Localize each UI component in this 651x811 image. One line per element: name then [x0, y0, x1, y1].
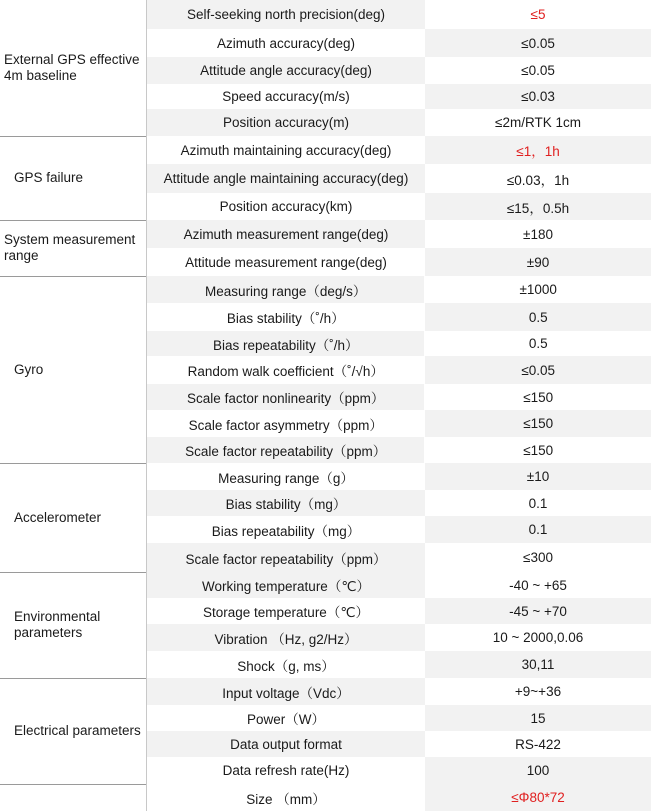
- table-row: [147, 624, 651, 651]
- table-row: [147, 651, 651, 678]
- table-row: [147, 384, 651, 410]
- param-value: RS-422: [425, 731, 651, 757]
- param-value: ≤0.05: [425, 29, 651, 57]
- param-name: Bias stability（˚/h）: [147, 303, 424, 331]
- param-value: +9~+36: [425, 678, 651, 705]
- table-row: [147, 248, 651, 276]
- param-name: Measuring range（deg/s）: [147, 276, 424, 303]
- param-name: Data output format: [147, 731, 425, 757]
- category-label: System measurement range: [4, 232, 136, 263]
- category-label: [0, 784, 146, 811]
- param-value: ±90: [425, 248, 651, 276]
- table-row: [147, 678, 651, 705]
- param-name: Scale factor repeatability（ppm）: [147, 437, 424, 463]
- param-name: Position accuracy(m): [147, 109, 425, 136]
- param-value: ≤15，0.5h: [425, 193, 651, 220]
- param-value: ±10: [425, 463, 651, 490]
- param-name: Working temperature（℃）: [147, 572, 425, 598]
- param-value: ≤0.03，1h: [425, 164, 651, 193]
- param-name: Power（W）: [147, 705, 425, 731]
- param-name: Azimuth maintaining accuracy(deg): [147, 136, 425, 164]
- param-value: ≤150: [424, 384, 651, 410]
- category-label: Accelerometer: [14, 509, 102, 525]
- table-row: [147, 463, 651, 490]
- param-value: 30,11: [425, 651, 651, 678]
- param-value: ≤5: [425, 0, 651, 29]
- param-value: ≤300: [425, 543, 651, 572]
- table-row: [147, 136, 651, 164]
- table-row: [147, 109, 651, 136]
- param-name: Speed accuracy(m/s): [147, 84, 425, 109]
- param-value: ≤0.05: [425, 57, 651, 84]
- param-value: 15: [425, 705, 651, 731]
- category-label: External GPS effective 4m baseline: [4, 52, 140, 83]
- param-name: Attitude angle accuracy(deg): [147, 57, 425, 84]
- param-value: 100: [425, 757, 651, 784]
- table-row: [147, 356, 651, 384]
- param-name: Scale factor repeatability（ppm）: [147, 543, 425, 572]
- table-row: [147, 705, 651, 731]
- param-name: Self-seeking north precision(deg): [147, 0, 425, 29]
- param-value: -45 ~ +70: [425, 598, 651, 624]
- table-row: [147, 29, 651, 57]
- category-label: GPS failure: [14, 170, 84, 185]
- param-name: Size （mm）: [147, 784, 425, 811]
- param-name: Azimuth measurement range(deg): [147, 220, 425, 248]
- param-value: ±180: [425, 220, 651, 248]
- table-row: [147, 0, 651, 29]
- table-row: [147, 757, 651, 784]
- table-row: [147, 543, 651, 572]
- param-name: Azimuth accuracy(deg): [147, 29, 425, 57]
- param-name: Input voltage（Vdc）: [147, 678, 425, 705]
- param-name: Scale factor nonlinearity（ppm）: [147, 384, 424, 410]
- table-row: [147, 164, 651, 193]
- param-value: ≤150: [424, 410, 651, 437]
- param-value: 0.5: [424, 331, 651, 356]
- param-value: 0.1: [425, 490, 651, 516]
- table-row: [147, 331, 651, 356]
- param-value: ≤Φ80*72: [425, 784, 651, 811]
- param-value: ±1000: [424, 276, 651, 303]
- table-row: [147, 220, 651, 248]
- table-row: [147, 572, 651, 598]
- param-value: 0.1: [425, 516, 651, 543]
- param-name: Bias stability（mg）: [147, 490, 425, 516]
- param-name: Measuring range（g）: [147, 463, 425, 490]
- param-name: Bias repeatability（˚/h）: [147, 331, 424, 356]
- param-name: Attitude measurement range(deg): [147, 248, 425, 276]
- param-value: -40 ~ +65: [425, 572, 651, 598]
- category-label: Gyro: [14, 361, 44, 377]
- table-row: [147, 784, 651, 811]
- param-name: Attitude angle maintaining accuracy(deg): [147, 164, 425, 193]
- table-row: [147, 84, 651, 109]
- param-value: ≤2m/RTK 1cm: [425, 109, 651, 136]
- param-name: Position accuracy(km): [147, 193, 425, 220]
- param-value: ≤150: [424, 437, 651, 463]
- param-name: Data refresh rate(Hz): [147, 757, 425, 784]
- param-value: ≤1，1h: [425, 136, 651, 164]
- param-value: 0.5: [424, 303, 651, 331]
- table-row: [147, 731, 651, 757]
- param-name: Random walk coefficient（˚/√h）: [147, 356, 424, 384]
- param-name: Vibration （Hz, g2/Hz）: [147, 624, 425, 651]
- table-row: [147, 490, 651, 516]
- param-name: Scale factor asymmetry（ppm）: [147, 410, 424, 437]
- table-row: [147, 276, 651, 303]
- table-row: [147, 598, 651, 624]
- table-row: [147, 410, 651, 437]
- table-row: [147, 303, 651, 331]
- table-row: [147, 193, 651, 220]
- param-value: 10 ~ 2000,0.06: [425, 624, 651, 651]
- table-row: [147, 516, 651, 543]
- table-row: [147, 57, 651, 84]
- category-label: Electrical parameters: [14, 723, 141, 738]
- param-name: Bias repeatability（mg）: [147, 516, 425, 543]
- param-name: Storage temperature（℃）: [147, 598, 425, 624]
- param-value: ≤0.05: [424, 356, 651, 384]
- category-label: Environmental parameters: [14, 609, 101, 640]
- param-value: ≤0.03: [425, 84, 651, 109]
- table-row: [147, 437, 651, 463]
- param-name: Shock（g, ms）: [147, 651, 425, 678]
